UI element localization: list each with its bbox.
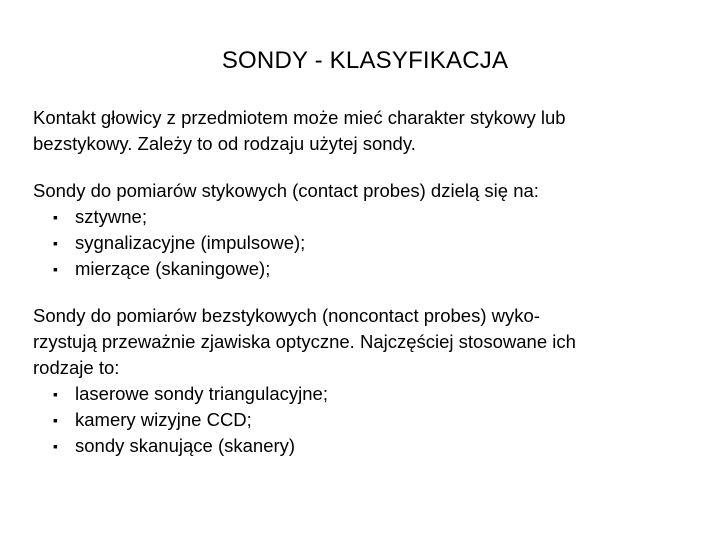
list-item xyxy=(33,256,688,282)
list-item xyxy=(33,381,688,407)
contact-item-1: sztywne; xyxy=(75,206,147,227)
contact-probes-heading: Sondy do pomiarów stykowych (contact probes) dzielą się na: xyxy=(33,180,539,201)
list-item xyxy=(33,433,688,459)
square-bullet-icon: ▪ xyxy=(53,386,58,402)
noncontact-item-1: laserowe sondy triangulacyjne; xyxy=(75,383,328,404)
intro-line-2: bezstykowy. Zależy to od rodzaju użytej sondy. xyxy=(33,133,416,154)
intro-line-1: Kontakt głowicy z przedmiotem może mieć charakter stykowy lub xyxy=(33,107,566,128)
noncontact-item-3: sondy skanujące (skanery) xyxy=(75,435,296,456)
noncontact-probes-paragraph xyxy=(33,303,688,381)
contact-probes-list xyxy=(33,204,688,282)
noncontact-line-3: rodzaje to: xyxy=(33,357,120,378)
list-item xyxy=(33,407,688,433)
contact-item-3: mierzące (skaningowe); xyxy=(75,258,271,279)
noncontact-line-1: Sondy do pomiarów bezstykowych (noncontact probes) wyko- xyxy=(33,305,540,326)
noncontact-item-2: kamery wizyjne CCD; xyxy=(75,409,252,430)
contact-item-2: sygnalizacyjne (impulsowe); xyxy=(75,232,306,253)
square-bullet-icon: ▪ xyxy=(53,412,58,428)
square-bullet-icon: ▪ xyxy=(53,261,58,277)
slide-content xyxy=(33,105,688,459)
list-item xyxy=(33,230,688,256)
noncontact-probes-list xyxy=(33,381,688,459)
square-bullet-icon: ▪ xyxy=(53,235,58,251)
square-bullet-icon: ▪ xyxy=(53,438,58,454)
intro-paragraph xyxy=(33,105,688,157)
noncontact-line-2: rzystują przeważnie zjawiska optyczne. Najczęściej stosowane ich xyxy=(33,331,576,352)
list-item xyxy=(33,204,688,230)
slide-title: SONDY - KLASYFIKACJA xyxy=(221,47,509,74)
square-bullet-icon: ▪ xyxy=(53,209,58,225)
